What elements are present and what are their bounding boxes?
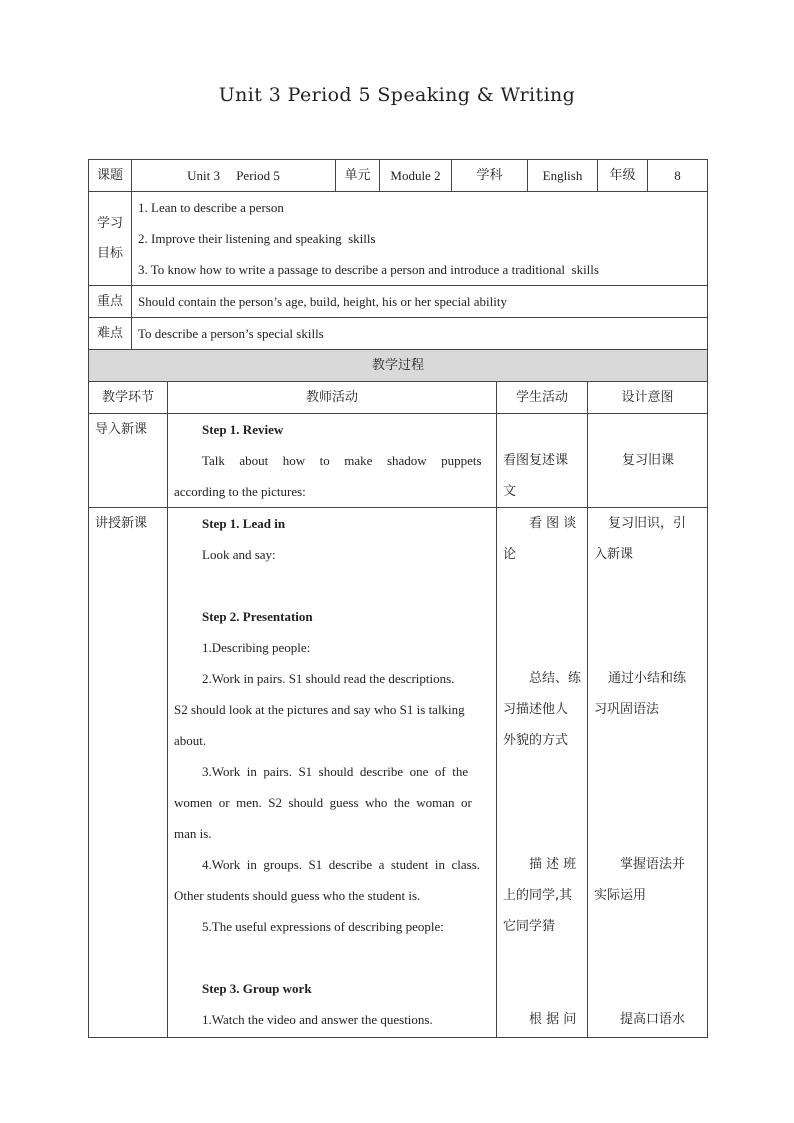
objectives-list: [132, 192, 708, 286]
intro-row: [89, 414, 708, 508]
col-design: 设计意图: [588, 382, 708, 414]
lesson-info-table: [88, 159, 708, 350]
intro-teacher: [168, 414, 497, 508]
info-row-difficulty: [89, 318, 708, 350]
intro-stage: 导入新课: [89, 414, 168, 508]
student-activity: 描 述 班: [529, 857, 577, 872]
col-student: 学生活动: [497, 382, 588, 414]
subject-label: 学科: [452, 160, 528, 192]
student-activity: 论: [503, 547, 517, 562]
design-intent: 复习旧课: [622, 453, 675, 468]
difficulty-value: To describe a person’s special skills: [132, 318, 708, 350]
teaching-process-table: [88, 349, 708, 1038]
step-text: 2.Work in pairs. S1 should read the descriptions.: [202, 671, 455, 686]
grade-label: 年级: [598, 160, 648, 192]
col-teacher: 教师活动: [168, 382, 497, 414]
objective-item: 3. To know how to write a passage to describe a person and introduce a traditional skills: [138, 262, 599, 277]
step-text: women or men. S2 should guess who the woman or: [174, 795, 472, 810]
design-intent: 提高口语水: [620, 1012, 686, 1027]
step-text: 1.Watch the video and answer the questions.: [202, 1012, 433, 1027]
step-title: Step 2. Presentation: [202, 609, 313, 624]
topic-label: 课题: [89, 160, 132, 192]
intro-design: [588, 414, 708, 508]
info-row-key: [89, 286, 708, 318]
step-text: 1.Describing people:: [202, 640, 311, 655]
step-text: 4.Work in groups. S1 describe a student in class.: [202, 857, 481, 872]
intro-student: [497, 414, 588, 508]
step-text: Talk about how to make shadow puppets: [202, 453, 482, 468]
page-title: Unit 3 Period 5 Speaking & Writing: [218, 84, 576, 106]
student-activity: 文: [503, 484, 517, 499]
step-text: 3.Work in pairs. S1 should describe one of the: [202, 764, 469, 779]
subject-value: English: [528, 160, 598, 192]
step-text: Other students should guess who the student is.: [174, 888, 421, 903]
step-title: Step 3. Group work: [202, 981, 312, 996]
step-text: according to the pictures:: [174, 484, 306, 499]
unit-label: 单元: [336, 160, 380, 192]
design-intent: 习巩固语法: [594, 702, 660, 717]
student-activity: 外貌的方式: [503, 733, 569, 748]
teach-design: [588, 508, 708, 1038]
process-columns-row: [89, 382, 708, 414]
student-activity: 上的同学,其: [503, 888, 573, 903]
design-intent: 通过小结和练: [608, 671, 687, 686]
student-activity: 习描述他人: [503, 702, 569, 717]
design-intent: 掌握语法并: [620, 857, 686, 872]
student-activity: 总结、练: [529, 671, 582, 686]
difficulty-label: 难点: [89, 318, 132, 350]
process-header-row: [89, 350, 708, 382]
student-activity: 它同学猜: [503, 919, 556, 934]
topic-value: Unit 3 Period 5: [132, 160, 336, 192]
teach-stage: 讲授新课: [89, 508, 168, 1038]
info-row-objectives: [89, 192, 708, 286]
step-text: S2 should look at the pictures and say who S1 is talking: [174, 702, 465, 717]
step-text: 5.The useful expressions of describing people:: [202, 919, 444, 934]
student-activity: 根 据 问: [529, 1012, 577, 1027]
key-label: 重点: [89, 286, 132, 318]
step-text: about.: [174, 733, 207, 748]
col-stage: 教学环节: [89, 382, 168, 414]
step-text: man is.: [174, 826, 212, 841]
info-row-topic: [89, 160, 708, 192]
grade-value: 8: [648, 160, 708, 192]
teach-student: [497, 508, 588, 1038]
step-text: Look and say:: [202, 547, 276, 562]
design-intent: 入新课: [594, 547, 634, 562]
design-intent: 实际运用: [594, 888, 647, 903]
objective-item: 2. Improve their listening and speaking skills: [138, 231, 376, 246]
student-activity: 看图复述课: [503, 453, 569, 468]
unit-value: Module 2: [380, 160, 452, 192]
objective-item: 1. Lean to describe a person: [138, 200, 284, 215]
process-header: 教学过程: [89, 350, 708, 382]
objectives-label: 学习目标: [89, 192, 132, 286]
teach-row: [89, 508, 708, 1038]
key-value: Should contain the person’s age, build, height, his or her special ability: [132, 286, 708, 318]
student-activity: 看 图 谈: [529, 516, 577, 531]
step-title: Step 1. Review: [202, 422, 284, 437]
teach-teacher: [168, 508, 497, 1038]
step-title: Step 1. Lead in: [202, 516, 286, 531]
design-intent: 复习旧识，引: [608, 516, 687, 531]
